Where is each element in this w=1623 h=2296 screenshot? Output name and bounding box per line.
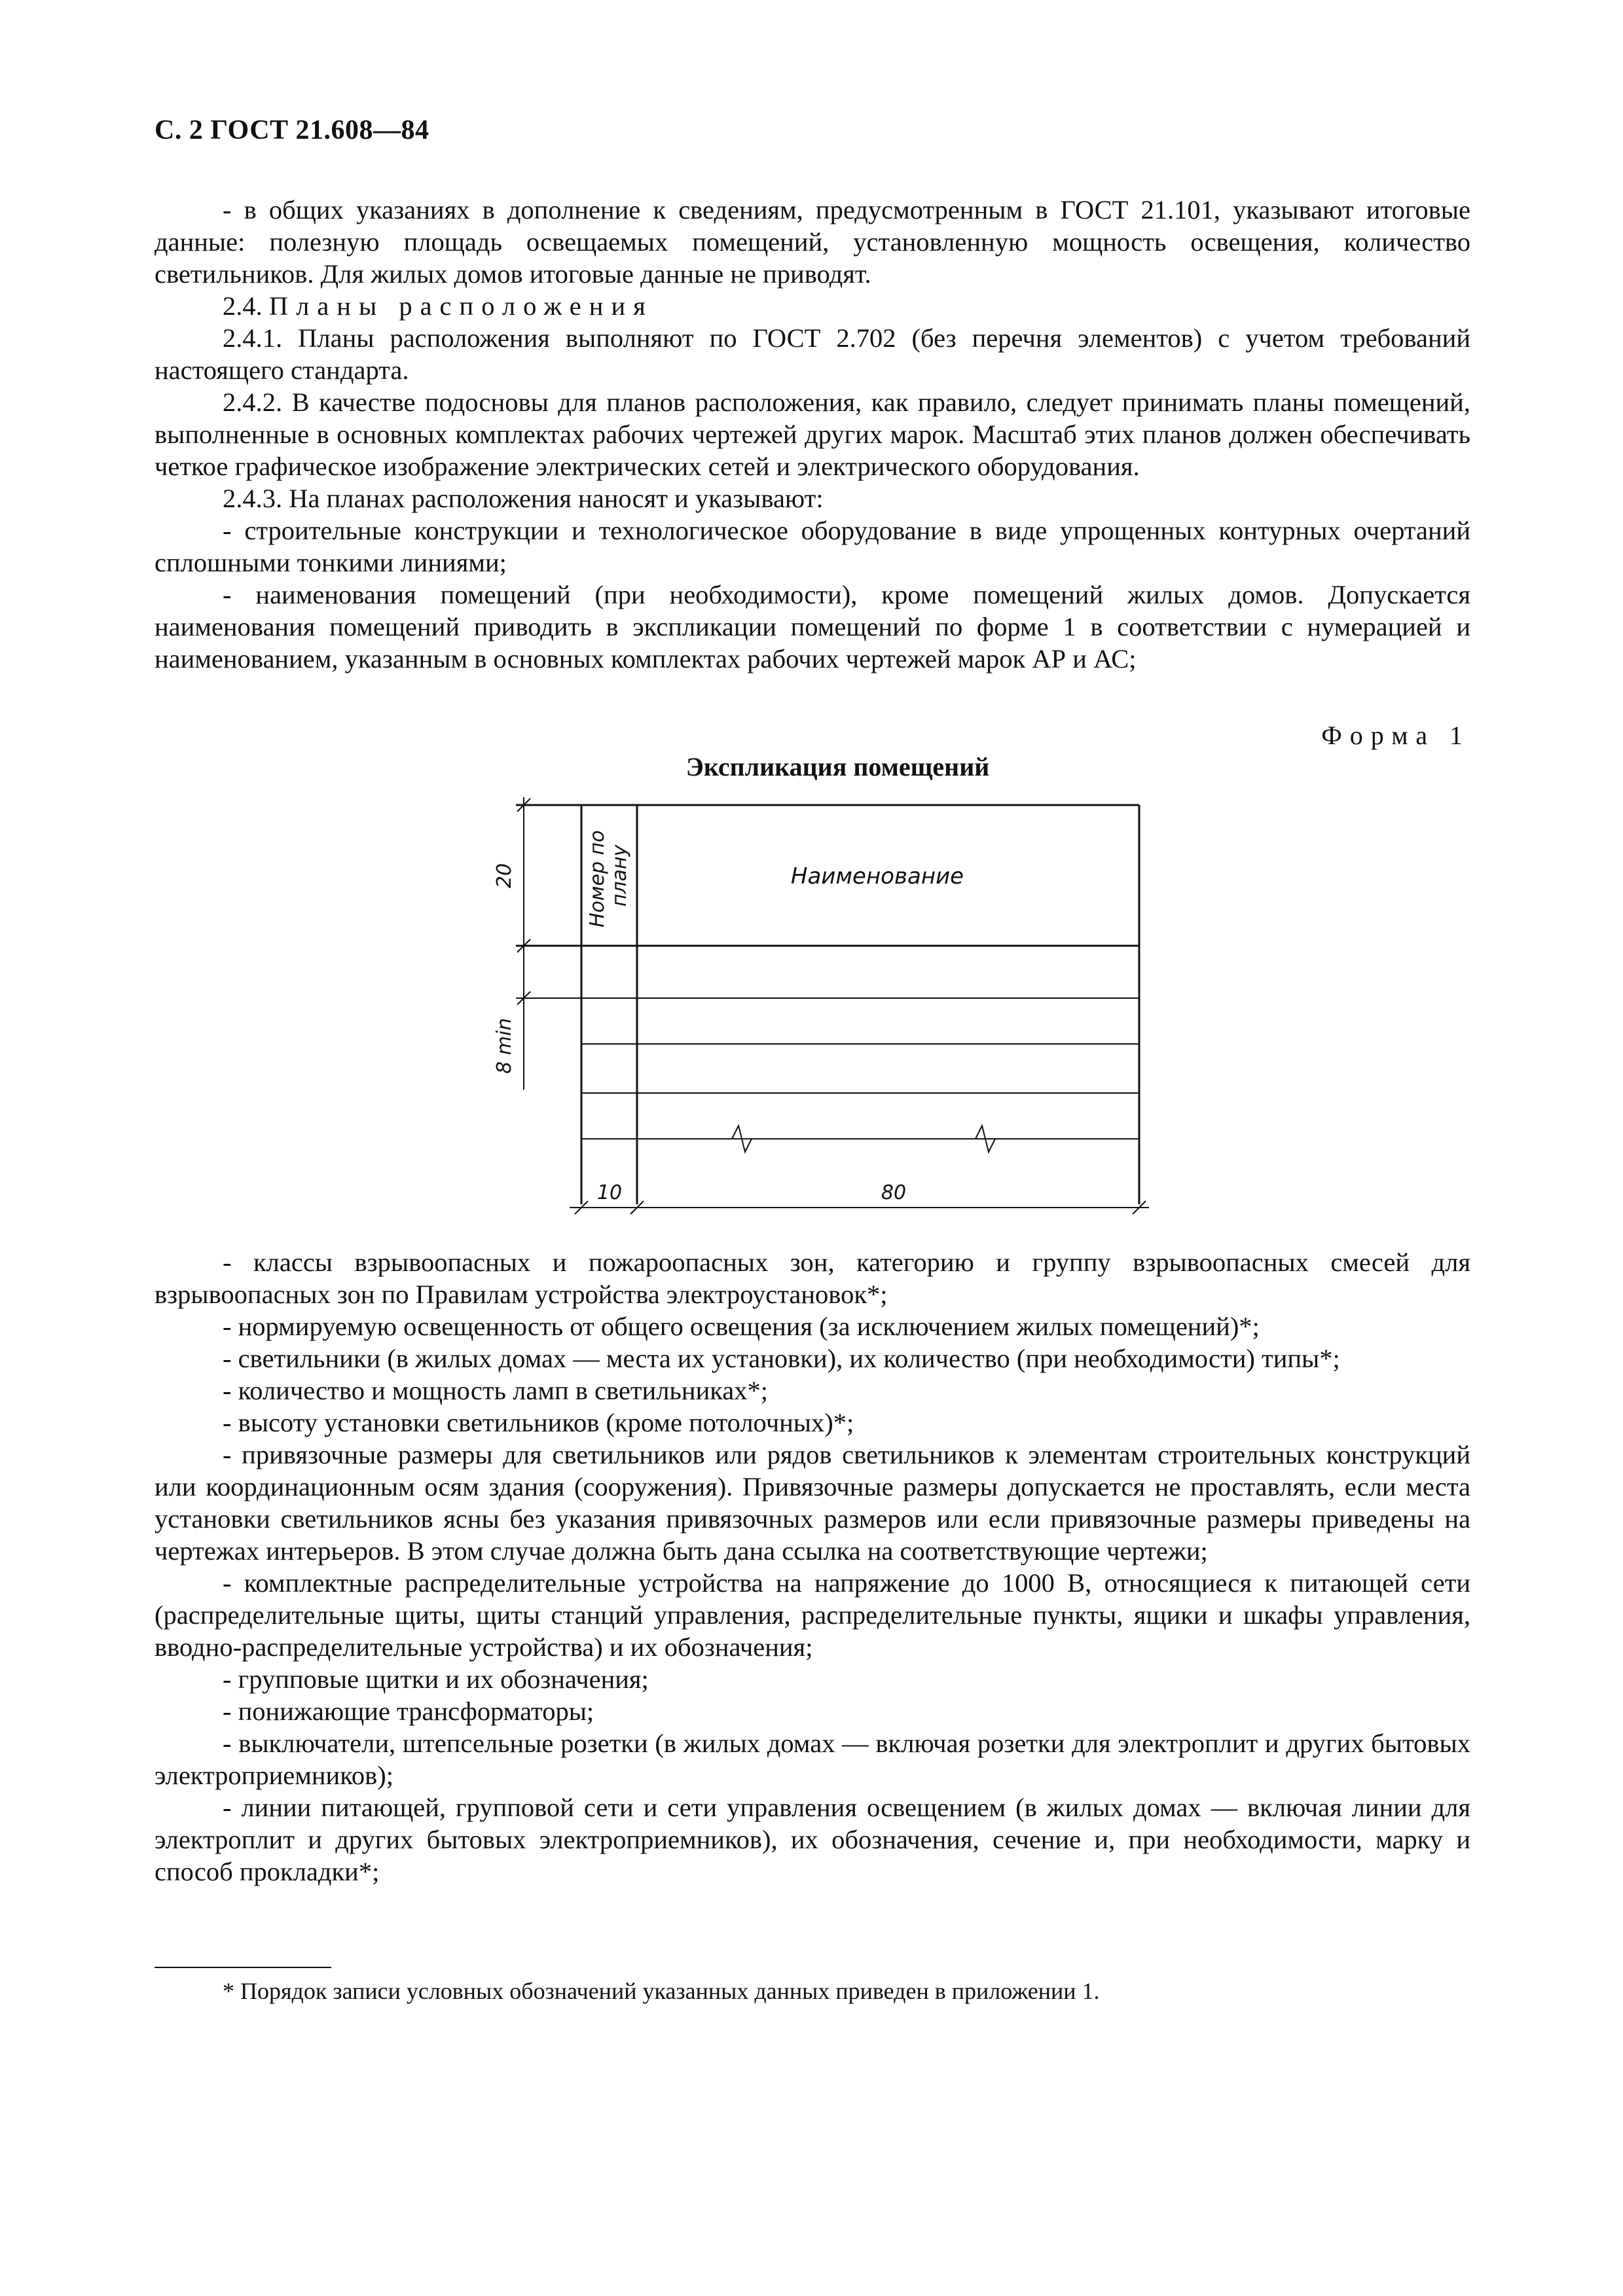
- general-notes-paragraph: - в общих указаниях в дополнение к сведениям, предусмотренным в ГОСТ 21.101, указывают итоговые данные: полезную площадь освещаемых помещений, установленную мощность освещения, количество светильников. Для жилых домов итоговые данные не приводят.: [155, 195, 1470, 289]
- list-item-zone-classes: - классы взрывоопасных и пожароопасных зон, категорию и группу взрывоопасных смесей для взрывоопасных зон по Правилам устройства электроустановок*;: [155, 1247, 1470, 1309]
- list-item-reference-dimensions: - привязочные размеры для светильников или рядов светильников к элементам строительных конструкций или координационным осям здания (сооружения). Привязочные размеры допускается не проставлять, если места установки светильников ясны без указания привязочных размеров или если привязочные размеры приведены на чертежах интерьеров. В этом случае должна быть дана ссылка на соответствующие чертежи;: [155, 1440, 1470, 1566]
- list-item-lamps: - количество и мощность ламп в светильниках*;: [223, 1376, 769, 1405]
- footnote: * Порядок записи условных обозначений указанных данных приведен в приложении 1.: [223, 1978, 1100, 2004]
- section-number: 2.4.: [223, 291, 263, 321]
- col-name-header: Наименование: [790, 863, 964, 889]
- section-title: Планы расположения: [268, 291, 653, 321]
- list-item-transformers: - понижающие трансформаторы;: [223, 1696, 594, 1726]
- dim-col2-width: 80: [881, 1181, 907, 1204]
- list-item-switchgear: - комплектные распределительные устройства на напряжение до 1000 В, относящиеся к питающей сети (распределительные щиты, щиты станций управления, распределительные пункты, ящики и шкафы управления, вводно-распределительные устройства) и их обозначения;: [155, 1568, 1470, 1662]
- list-item-luminaires: - светильники (в жилых домах — места их установки), их количество (при необходимости) типы*;: [223, 1344, 1340, 1373]
- col-number-header: Номер по плану: [586, 830, 631, 928]
- list-item-group-panels: - групповые щитки и их обозначения;: [223, 1664, 649, 1694]
- section-heading: [155, 290, 1470, 322]
- list-item-illuminance: - нормируемую освещенность от общего освещения (за исключением жилых помещений)*;: [223, 1312, 1260, 1341]
- dim-row-height: 8 min: [493, 1018, 516, 1074]
- page-header: С. 2 ГОСТ 21.608—84: [155, 115, 429, 145]
- bottom-text-block: [155, 1246, 1470, 1888]
- clause-2-4-2: 2.4.2. В качестве подосновы для планов расположения, как правило, следует принимать планы помещений, выполненные в основных комплектах рабочих чертежей других марок. Масштаб этих планов должен обеспечивать четкое графическое изображение электрических сетей и электрического оборудования.: [155, 387, 1470, 481]
- list-item-room-names: - наименования помещений (при необходимости), кроме помещений жилых домов. Допускается наименования помещений приводить в экспликации помещений по форме 1 в соответствии с нумерацией и наименованием, указанным в основных комплектах рабочих чертежей марок АР и АС;: [155, 580, 1470, 673]
- form-break-line: [581, 1126, 1139, 1152]
- clause-2-4-3: 2.4.3. На планах расположения наносят и указывают:: [223, 484, 824, 513]
- clause-2-4-1: 2.4.1. Планы расположения выполняют по ГОСТ 2.702 (без перечня элементов) с учетом требований настоящего стандарта.: [155, 323, 1470, 385]
- list-item-lines: - линии питающей, групповой сети и сети управления освещением (в жилых домах — включая линии для электроплит и других бытовых электроприемников), их обозначения, сечение и, при необходимости, марку и способ прокладки*;: [155, 1793, 1470, 1886]
- dim-col1-width: 10: [596, 1181, 623, 1204]
- form-title: Экспликация помещений: [685, 752, 990, 781]
- list-item-structures: - строительные конструкции и технологическое оборудование в виде упрощенных контурных очертаний сплошными тонкими линиями;: [155, 516, 1470, 577]
- top-text-block: [155, 194, 1470, 675]
- form-label: Форма 1: [1321, 721, 1470, 750]
- list-item-switches-sockets: - выключатели, штепсельные розетки (в жилых домах — включая розетки для электроплит и других бытовых электроприемников);: [155, 1729, 1470, 1790]
- list-item-mounting-height: - высоту установки светильников (кроме потолочных)*;: [223, 1408, 854, 1437]
- explication-form-drawing: [458, 785, 1172, 1230]
- footnote-divider: [155, 1967, 331, 1968]
- dim-header-height: 20: [493, 863, 516, 889]
